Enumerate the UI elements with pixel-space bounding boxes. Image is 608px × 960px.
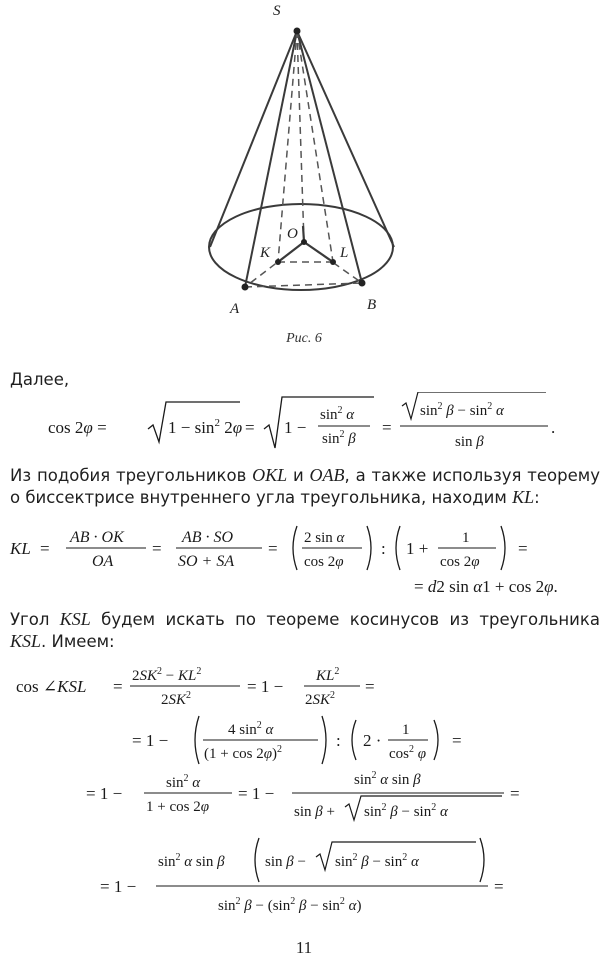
svg-text:1 + cos 2φ: 1 + cos 2φ <box>146 799 210 815</box>
svg-text:2SK2 − KL2: $2SK^2 - KL^2$ <box>132 666 202 684</box>
radius-OK <box>278 242 304 262</box>
svg-text:=: = <box>382 418 392 437</box>
svg-text:sin β −: sin β − <box>265 854 306 870</box>
point-O <box>301 239 307 245</box>
svg-text:=: = <box>113 677 123 696</box>
svg-text:1 −: 1 − <box>284 418 307 437</box>
paragraph-angle-line2: KSL. Имеем: <box>10 631 115 651</box>
label-L: L <box>340 245 349 261</box>
svg-text:=: = <box>40 539 50 558</box>
svg-text:2 ·: 2 · <box>363 731 382 750</box>
svg-text:cos 2φ: cos 2φ <box>440 554 480 570</box>
paragraph-similarity-line2: о биссектрисе внутреннего угла треугольника, находим KL: <box>10 487 540 507</box>
edge-SA <box>245 31 297 287</box>
equation-cos2phi <box>0 392 608 454</box>
svg-text:2SK2: $2SK^2$ <box>305 690 336 708</box>
label-A: A <box>230 301 240 317</box>
svg-text:.: . <box>551 418 556 437</box>
svg-text:= 1 −: = 1 − <box>132 731 169 750</box>
svg-text:cos 2φ =: cos 2φ = <box>48 418 107 437</box>
svg-text:1: 1 <box>402 722 410 738</box>
svg-text:cos2 φ: $\cos^2 \varphi$ <box>389 744 427 762</box>
label-S: S <box>273 3 281 19</box>
svg-text:=: = <box>510 784 520 803</box>
svg-text:cos ∠KSL: cos ∠KSL <box>16 677 87 696</box>
svg-text:=: = <box>268 539 278 558</box>
svg-text::: : <box>336 731 341 750</box>
svg-text:=: = <box>245 418 255 437</box>
svg-text:sin2 α: $\sin^2 \alpha$ <box>166 773 201 791</box>
equation-KL <box>0 514 608 600</box>
equation-cosKSL <box>0 656 608 922</box>
point-S <box>294 28 301 35</box>
radius-OL <box>304 242 333 262</box>
svg-text:=: = <box>365 677 375 696</box>
svg-text:1 − sin2 2φ: $1 - \sin^2 2\varphi$ <box>168 417 243 437</box>
generatrix-left <box>210 31 297 247</box>
svg-text:=: = <box>494 877 504 896</box>
svg-text:= 1 −: = 1 − <box>86 784 123 803</box>
svg-text:AB · SO: AB · SO <box>182 529 234 546</box>
svg-text:cos 2φ: cos 2φ <box>304 554 344 570</box>
cone-figure <box>0 0 608 330</box>
svg-text:= 1 −: = 1 − <box>247 677 284 696</box>
svg-text:=: = <box>452 731 462 750</box>
svg-text:sin β +: sin β + <box>294 804 335 820</box>
svg-text:= 1 −: = 1 − <box>100 877 137 896</box>
label-K: K <box>260 245 271 261</box>
point-A <box>242 284 249 291</box>
label-B: B <box>367 297 377 313</box>
paragraph-similarity-line1: Из подобия треугольников OKL и OAB, а также используя теорему <box>10 465 600 485</box>
height-SO <box>297 31 304 242</box>
label-O: O <box>287 226 298 242</box>
svg-text:sin2 β − sin2 α: $\sin^2 \beta - \sin^2 \alpha$ <box>420 401 504 419</box>
cone-base-ellipse <box>209 204 393 290</box>
svg-text:sin2 α sin β: $\sin^2 \alpha$ sin β <box>354 770 421 788</box>
svg-text:sin2 β − (sin2 β − sin2 α): $\sin^2 \beta - (\sin^2$ $\beta - \sin^2 \alpha$) <box>218 896 362 914</box>
svg-text:OA: OA <box>92 553 114 570</box>
point-K <box>275 259 281 265</box>
svg-text:(1 + cos 2φ)2: $(1 + \cos 2\varphi)^2$ <box>204 744 283 762</box>
point-B <box>359 280 366 287</box>
paragraph-angle-line1: Угол KSL будем искать по теореме косинусов из треугольника <box>10 609 600 629</box>
svg-text:1 +: 1 + <box>406 539 429 558</box>
svg-text:sin2 β − sin2 α: $\sin^2 \beta - \sin^2 \alpha$ <box>364 802 448 820</box>
paragraph-dalee: Далее, <box>10 370 70 389</box>
svg-text:1: 1 <box>462 530 470 546</box>
svg-text:AB · OK: AB · OK <box>70 529 124 546</box>
svg-text:sin2 α sin β: $\sin^2 \alpha$ sin β <box>158 852 225 870</box>
svg-text:sin2 α: $\sin^2 \alpha$ <box>320 405 355 423</box>
svg-text:sin β: sin β <box>455 434 484 450</box>
svg-text:KL: KL <box>10 539 31 558</box>
svg-text:2 sin α: 2 sin α <box>304 530 345 546</box>
svg-text::: : <box>381 539 386 558</box>
svg-text:= 1 −: = 1 − <box>238 784 275 803</box>
svg-text:4 sin2 α: 4 $\sin^2 \alpha$ <box>228 720 274 738</box>
svg-text:sin2 β − sin2 α: $\sin^2 \beta - \sin^2 \alpha$ <box>335 852 419 870</box>
figure-caption: Рис. 6 <box>286 331 322 346</box>
page-number: 11 <box>295 938 313 957</box>
svg-text:=: = <box>518 539 528 558</box>
svg-text:SO + SA: SO + SA <box>178 553 235 570</box>
svg-text:2SK2: $2SK^2$ <box>161 690 192 708</box>
svg-text:=: = <box>152 539 162 558</box>
svg-text:KL2: $KL^2$ <box>316 666 340 684</box>
generatrix-right <box>297 31 394 247</box>
point-L <box>330 259 336 265</box>
svg-text:sin2 β: $\sin^2 \beta$ <box>322 429 356 447</box>
svg-text:= d2 sin α1 + cos 2φ.: = d2 sin α1 + cos 2φ. <box>414 577 558 596</box>
